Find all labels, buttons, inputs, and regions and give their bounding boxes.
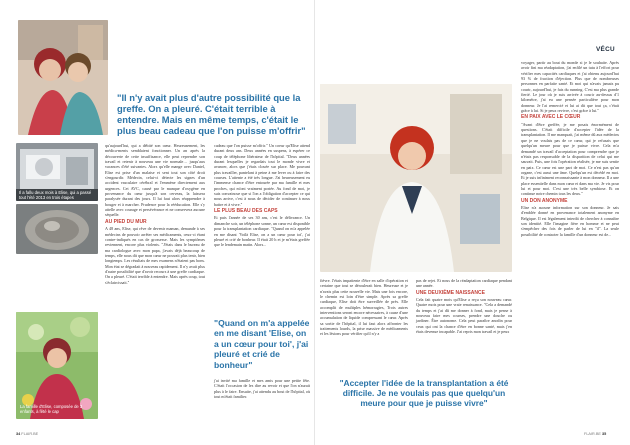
photo-elise-hospital: [320, 84, 512, 272]
pull-quote-main: "Il n'y avait plus d'autre possibilité que la greffe. On a pleuré. C'était terrible à entendre. Mais en même temps, c'était le plus beau cadeau que l'on puisse m'offrir": [117, 92, 306, 136]
footer-brand-right: FLAIR.BE: [584, 432, 601, 436]
col4-paragraph: pas de rejet. Et nous de la réadaptation cardiaque pendant une année.: [416, 278, 512, 289]
page-gutter: [314, 0, 315, 445]
photo-ambulance: [16, 143, 98, 201]
column-2: [214, 143, 310, 248]
footer-left: [16, 432, 38, 436]
photo-two-women: [18, 20, 108, 135]
photo-scan: [16, 204, 98, 254]
page-number-left: 34: [16, 432, 21, 436]
col5c-paragraph: Elise n'a aucune information sur son donneur. Je sais d'emblée donné en provenance totalement anonyme en Belgique. Il est légalement interdit de chercher à connaître son identité. Elle l'imagine fière en homme et ne peut s'empêcher des fois de parler de lui en "il". La seule possibilité de contacter la famille d'un donneur est de...: [521, 204, 619, 237]
column-3: [320, 278, 408, 337]
subhead-au-pied-du-mur: AU PIED DU MUR: [105, 218, 147, 225]
footer-brand-left: FLAIR.BE: [21, 432, 39, 436]
subhead-un-don-anonyme: UN DON ANONYME: [521, 197, 568, 204]
pull-quote-mid: "Quand on m'a appelée en me disant 'Elise, on a un cœur pour toi', j'ai pleuré et crié de bonheur": [214, 318, 310, 370]
col1b-paragraph: A 48 ans, Elise, qui rêve de devenir maman, demande à ses médecins de pouvoir arrêter ses médicaments, ceux-ci étant contre-indiqués en cas de grossesse. Mais les symptômes reviennent, encore plus violents. "J'étais dans le bureau de ma cardiologue avec mon papa, j'avais déjà beaucoup de temps, elle nous dit que mon cœur ne pouvait plus tenir, bien longtemps. Les résultats de mes examens n'étaient pas bons. Mon état se dégradait à nouveau rapidement. Il n'y avait plus d'autre possibilité que d'avoir recours à une greffe cardiaque. On a pleuré. C'était terrible à entendre. Mais après coup, tout s'éclaircissait.": [105, 226, 205, 285]
col5b-paragraph: "Avant d'être greffée, je me posais énormément de questions. C'était difficile d'accepter l'idée de la transplantation. Il me manquait, j'ai même dû aux médecins que je ne voulais pas de ce cœur, qui je refusais que quelqu'un meure pour que je puisse vivre. Cela m'a demandé un travail d'acceptation pour comprendre que je n'étais pas responsable de la disparition de celui qui me sauvait. Puis, une fois l'opération réalisée, je me suis sentie en paix. Ce cœur est une part de moi. Ce n'est pas qu'un organe, c'est aussi une âme. Quelqu'un est décédé en moi. Et je suis infiniment reconnaissante à mon donneur. Il a une place essentielle dans mon cœur et dans ma vie. Je vis pour lui et pour moi. C'est une très belle symbiose. Et on continue notre chemin tous les deux.": [521, 121, 619, 197]
col2b-paragraph: Et puis l'année de ses 30 ans, c'est le délivrance. Un dimanche soir, un téléphone sonne, un cœur est disponible pour la transplantation cardiaque. "Quand on m'a appelée en me disant 'Voilà Elise, on a un cœur pour toi', j'ai pleuré et crié de bonheur. Il était 20 h et je m'étais greffée que le lendemain matin. Alors...: [214, 215, 310, 248]
photo-ambulance-caption: Il a fallu deux mois à Elise, qui a passé tout l'été 2013 en trois étapes: [19, 190, 92, 201]
subhead-le-plus-beau-des-caps: LE PLUS BEAU DES CAPS: [214, 208, 278, 215]
column-4: [416, 278, 512, 334]
photo-flowers-caption: La famille d'Elise, composée de 3 enfants, à fêté le cap: [20, 404, 83, 415]
footer-right: [584, 432, 606, 436]
col5-paragraph: voyager, partir au bout du monde si je le souhaite. Après avoir fini ma réadaptation, j'ai enfilé un tutu à l'effort pour vérifier mes capacités cardiaques et j'ai obtenu aujourd'hui 93 % de fraction d'éjection. Plus que de nombreuses personnes en parfaite santé. Et moi qui n'avais jamais pu courir, aujourd'hui, je fais du running. C'est ma plus grande fierté. Le jour où je suis arrivée à courir au-dessus d'1 kilomètre, j'ai eu une pensée particulière pour mon donneur. Je l'ai remercié et lui ai dit que tout ça, c'était grâce à lui. Si je peux revivre, c'est grâce à lui.": [521, 60, 619, 114]
column-1: [105, 143, 205, 285]
page-number-right: 35: [601, 432, 607, 436]
column-5: [521, 60, 619, 237]
subhead-en-paix-avec-le-coeur: EN PAIX AVEC LE CŒUR: [521, 114, 581, 121]
subhead-une-deuxieme-naissance: UNE DEUXIÈME NAISSANCE: [416, 289, 485, 296]
section-tag: VÉCU: [596, 46, 615, 53]
col2-paragraph: cadeau que l'on puisse m'offrir." Un coeur qu'Elise attend durant deux ans. Deux années en suspens, à espérer ce coup de téléphone libérateur de l'hôpital. "Deux années durant lesquelles je regardais tout le monde vivre et avancer, alors que j'étais clouée sur place. Me pouvant plus travailler, pantelant à peine à me lever ou à faire des courses. L'attente a été très longue. J'ai heureusement eu l'immense chance d'être entourée par ma famille et mes proches, qui m'ont vraiment portée. Au fond de moi, je suis convaincue que si l'on a l'obligation d'accepter ce qui nous arrive, c'est à nous de décider de continuer à nous battre et à vivre.": [214, 143, 310, 207]
col2c-paragraph: j'ai invité ma famille et mes amis pour une petite fête. C'était l'occasion de les dire au revoir et que l'on n'aurait plus à le faire. Ensuite, j'ai attendu au bout de l'hôpital, où tout m'était familier.: [214, 378, 310, 400]
pull-quote-bottom: "Accepter l'idée de la transplantation a été difficile. Je ne voulais pas que quelqu'un meure pour que je puisse vivre": [339, 378, 509, 409]
col3-paragraph: fièvre. J'étais impatiente d'être en salle d'opération et certaine que tout se déroulerait bien. Heureuse et je n'avais plus cette nouvelle vie. Mais une fois encore, le chemin est loin d'être simple. Après sa greffe cardiaque, Elise doit être surveillée de près. Elle accomplit de multiples hémorragies, Trois autres interventions seront encore nécessaires, à cause d'une accumulation de liquide compressant le cœur. Après sa sortie de l'hôpital, il lui faut alors affronter les traitements lourds, la prise massive de médicaments et les lésions pour vérifier qu'il n'y a: [320, 278, 408, 337]
photo-woman-flowers: [16, 312, 98, 419]
col4b-paragraph: Cela fait quatre mois qu'Elise a reçu son nouveau cœur. Quatre mois pour une vraie renaissance. "Cela a demandé du temps et j'ai dû me donner à fond, mais je pense à nouveau faire mes courses, prendre une douche ou jardiner. Être autonome. Cela peut paraître anodin pour ceux qui ont la chance d'être en bonne santé, mais j'en étais devenue incapable. J'ai repris mon travail et je peux: [416, 297, 512, 335]
column-2-end: [214, 378, 310, 399]
col1-paragraph: qu'aujourd'hui, qui a débité son cœur. Heureusement, les médica-ments semblaient fonctionner. Un an après la découverte de cette insuffisance, elle peut reprendre son travail et retenir à nouveau une vie normale… jusqu'aux vacances d'été suivantes. Alors qu'elle mange avec Daniel, Elise est prise d'un malaise et sent tout son côté droit s'engourdir. Médecin, celui-ci détecte les signes d'un accident vasculaire cérébral et l'emmène directement aux urgences. Cet AVC, causé par le manque d'oxygène en provenance du cœur jusqu'à son cerveau, la laissera paralysée durant des jours. Il lui faut alors réapprendre à bouger et à marcher. Prudence pour la rééducation. Elle s'y attelle avec courage et persévérance et ne conservera aucune séquelle.: [105, 143, 205, 218]
